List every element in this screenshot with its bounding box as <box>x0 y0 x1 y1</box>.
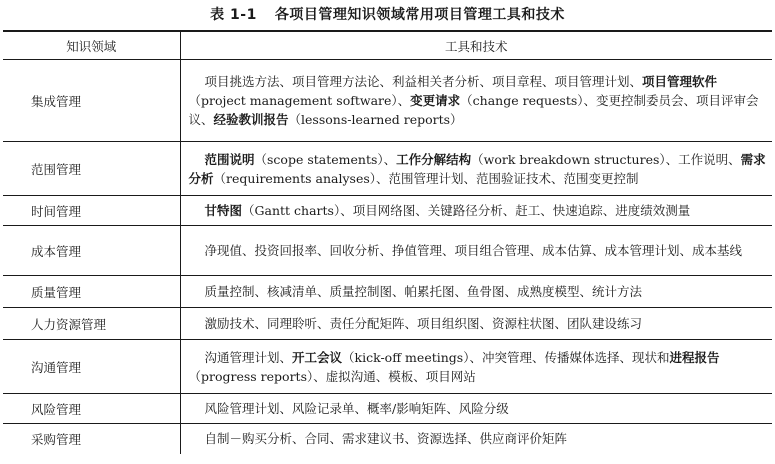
tools-cell <box>180 394 772 424</box>
tool-text: （Gantt charts）、项目网络图、关键路径分析、赶工、快速追踪、进度绩效测量 <box>242 203 691 218</box>
bold-term: 需求分析 <box>188 151 766 186</box>
knowledge-area-cell: 沟通管理 <box>3 340 180 394</box>
knowledge-area-cell: 人力资源管理 <box>3 308 180 340</box>
table-row <box>3 394 772 424</box>
bold-term: 经验教训报告 <box>213 112 289 127</box>
table-title: 各项目管理知识领域常用项目管理工具和技术 <box>274 7 565 23</box>
tools-cell <box>180 308 772 340</box>
knowledge-area-cell: 时间管理 <box>3 196 180 226</box>
table-row <box>3 424 772 454</box>
bold-term: 开工会议 <box>292 349 343 365</box>
bold-term: 甘特图 <box>204 203 243 218</box>
tools-cell <box>180 276 772 308</box>
tools-cell <box>180 60 772 142</box>
header-tools-techniques: 工具和技术 <box>180 31 772 60</box>
tool-text: 质量控制、核减清单、质量控制图、帕累托图、鱼骨图、成熟度模型、统计方法 <box>204 284 643 299</box>
knowledge-area-cell: 集成管理 <box>3 60 180 142</box>
tools-cell <box>180 424 772 454</box>
tool-text: （lessons-learned reports） <box>288 112 463 127</box>
table-row <box>3 142 772 196</box>
knowledge-area-cell: 采购管理 <box>3 424 180 454</box>
tools-cell <box>180 196 772 226</box>
bold-term: 项目管理软件 <box>642 74 718 89</box>
tool-text: （requirements analyses）、范围管理计划、范围验证技术、范围变更控制 <box>213 170 639 186</box>
knowledge-area-cell: 成本管理 <box>3 226 180 276</box>
table-row <box>3 226 772 276</box>
tool-text: 净现值、投资回报率、回收分析、挣值管理、项目组合管理、成本估算、成本管理计划、成本基线 <box>204 243 743 258</box>
tools-cell <box>180 142 772 196</box>
tool-text: （project management software）、 <box>188 93 411 108</box>
tool-text: （work breakdown structures）、工作说明、 <box>471 151 741 167</box>
tool-text: 自制－购买分析、合同、需求建议书、资源选择、供应商评价矩阵 <box>204 431 568 447</box>
table-header-row <box>3 31 772 60</box>
tool-text: （progress reports）、虚拟沟通、模板、项目网站 <box>188 368 476 384</box>
tool-text: （scope statements）、 <box>254 151 397 167</box>
table-row <box>3 308 772 340</box>
tool-text: 项目挑选方法、项目管理方法论、利益相关者分析、项目章程、项目管理计划、 <box>204 74 643 89</box>
tool-text: 风险管理计划、风险记录单、概率/影响矩阵、风险分级 <box>204 401 509 416</box>
table-row <box>3 340 772 394</box>
knowledge-area-cell: 质量管理 <box>3 276 180 308</box>
knowledge-area-cell: 范围管理 <box>3 142 180 196</box>
bold-term: 变更请求 <box>410 93 461 108</box>
table-row <box>3 196 772 226</box>
table-number: 表 1-1 <box>210 7 257 23</box>
tool-text: （change requests）、变更控制委员会、项目评审会议、 <box>188 93 759 127</box>
header-knowledge-area: 知识领域 <box>3 31 180 60</box>
bold-term: 工作分解结构 <box>396 151 472 167</box>
table-body <box>3 60 772 454</box>
knowledge-area-cell: 风险管理 <box>3 394 180 424</box>
tools-cell <box>180 340 772 394</box>
tools-cell <box>180 226 772 276</box>
tool-text: 激励技术、同理聆听、责任分配矩阵、项目组织图、资源柱状图、团队建设练习 <box>204 316 643 331</box>
bold-term: 范围说明 <box>204 151 255 167</box>
table-row <box>3 60 772 142</box>
bold-term: 进程报告 <box>669 349 720 365</box>
tool-text: 沟通管理计划、 <box>204 349 293 365</box>
tool-text: （kick-off meetings）、冲突管理、传播媒体选择、现状和 <box>342 349 670 365</box>
tools-table <box>3 30 772 454</box>
table-caption <box>0 0 775 30</box>
table-row <box>3 276 772 308</box>
